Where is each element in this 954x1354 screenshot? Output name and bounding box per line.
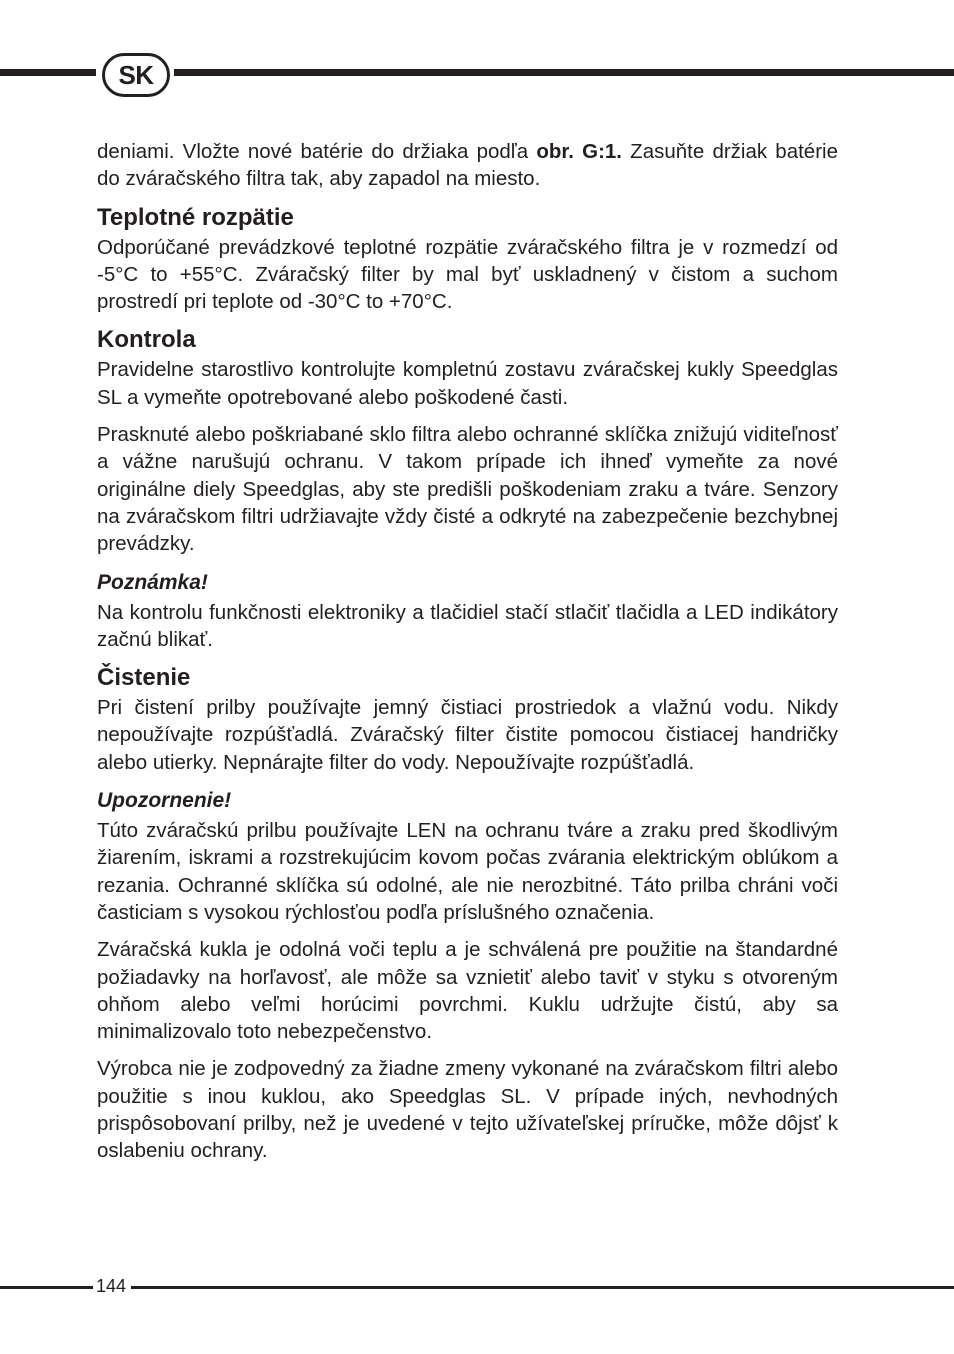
warning-paragraph-3: Výrobca nie je zodpovedný za žiadne zmeny vykonané na zváračskom filtri alebo použitie s inou kuklou, ako Speedglas SL. V prípade iných, nevhodných prispôsobovaní prilby, než je uvedené v tejto užívateľskej príručke, môže dôjsť k oslabeniu ochrany. <box>97 1057 838 1163</box>
footer-rule-right <box>131 1286 954 1289</box>
note-paragraph: Na kontrolu funkčnosti elektroniky a tlačidiel stačí stlačiť tlačidla a LED indikátory začnú blikať. <box>97 600 838 651</box>
intro-text-before: deniami. Vložte nové batérie do držiaka podľa <box>97 140 537 163</box>
figure-reference: obr. G:1. <box>536 140 622 163</box>
warning-title: Upozornenie! <box>97 789 232 813</box>
section-title-cleaning: Čistenie <box>97 664 191 692</box>
warning-paragraph-2: Zváračská kukla je odolná voči teplu a je schválená pre použitie na štandardné požiadavky na horľavosť, ale môže sa vznietiť alebo taviť v styku s otvoreným ohňom alebo veľmi horúcimi povrchmi. Kuklu udržujte čistú, aby sa minimalizovalo toto nebezpečenstvo. <box>97 938 838 1044</box>
footer-rule-left <box>0 1286 93 1289</box>
intro-text-after: Zasuňte držiak batérie do zváračského filtra tak, aby zapadol na miesto. <box>97 140 838 191</box>
page-number: 144 <box>96 1276 127 1296</box>
header-rule-left <box>0 69 96 76</box>
temperature-paragraph: Odporúčané prevádzkové teplotné rozpätie zváračského filtra je v rozmedzí od -5°C to +55°C. Zváračský filter by mal byť uskladnený v čistom a suchom prostredí pri teplote od -30°C to +70°C. <box>97 235 838 314</box>
section-title-temperature: Teplotné rozpätie <box>97 203 294 231</box>
control-paragraph-2: Prasknuté alebo poškriabané sklo filtra alebo ochranné sklíčka znižujú viditeľnosť a vážne narušujú ochranu. V takom prípade ich ihneď vymeňte za nové originálne diely Speedglas, aby ste predišli poškodeniam zraku a tváre. Senzory na zváračskom filtri udržiavajte vždy čisté a odkryté na zabezpečenie bezchybnej prevádzky. <box>97 423 838 556</box>
document-body <box>97 138 838 1175</box>
note-title: Poznámka! <box>97 570 208 594</box>
warning-paragraph-1: Túto zváračskú prilbu používajte LEN na ochranu tváre a zraku pred škodlivým žiarením, iskrami a rozstrekujúcim kovom počas zvárania elektrickým oblúkom a rezania. Ochranné sklíčka sú odolné, ale nie nerozbitné. Táto prilba chráni voči časticiam s vysokou rýchlosťou podľa príslušného označenia. <box>97 819 838 924</box>
control-paragraph-1: Pravidelne starostlivo kontrolujte kompletnú zostavu zváračskej kukly Speedglas SL a vymeňte opotrebované alebo poškodené časti. <box>97 358 838 409</box>
language-badge: SK <box>102 53 170 97</box>
cleaning-paragraph: Pri čistení prilby používajte jemný čistiaci prostriedok a vlažnú vodu. Nikdy nepoužívajte rozpúšťadlá. Zváračský filter čistite pomocou čistiacej handričky alebo utierky. Nepnárajte filter do vody. Nepoužívajte rozpúšťadlá. <box>97 696 838 774</box>
intro-paragraph <box>97 138 838 193</box>
header-rule-right <box>174 69 954 76</box>
section-title-control: Kontrola <box>97 326 196 354</box>
